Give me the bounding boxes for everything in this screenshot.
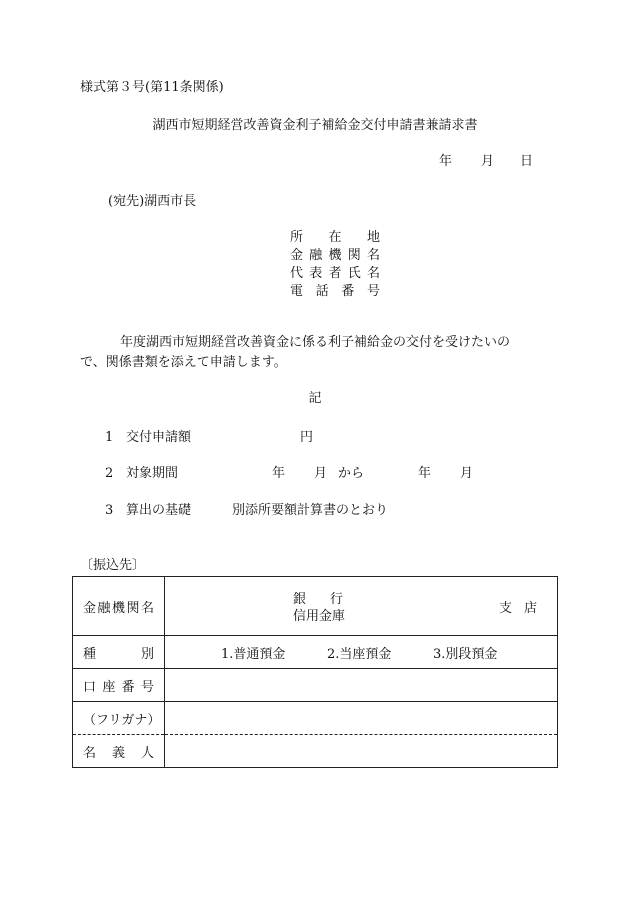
item-1-number: 1 — [105, 430, 114, 445]
date-day-label: 日 — [520, 154, 534, 169]
applicant-phone-label — [290, 283, 380, 301]
char: 店 — [523, 601, 537, 616]
char: 人 — [140, 745, 154, 761]
char: 支 — [499, 601, 513, 616]
shinkin-suffix: 信用金庫 — [293, 609, 346, 624]
account-number-field[interactable] — [165, 669, 558, 702]
date-year-label: 年 — [439, 154, 453, 169]
bank-name-label — [73, 577, 165, 636]
item-1-label: 交付申請額 — [126, 430, 192, 445]
char: 関 — [347, 248, 361, 263]
application-statement — [80, 333, 550, 373]
form-number: 様式第３号(第11条関係) — [80, 80, 224, 95]
furigana-row — [73, 702, 558, 735]
branch-suffix — [499, 597, 537, 616]
char: 金 — [83, 600, 97, 616]
char: 名 — [140, 600, 154, 616]
item-2-year-2: 年 — [418, 466, 432, 481]
holder-label — [73, 735, 165, 768]
item-2-from: から — [338, 466, 365, 481]
char: 電 — [290, 284, 304, 299]
statement-line-1: 年度湖西市短期経営改善資金に係る利子補給金の交付を受けたいの — [120, 335, 511, 350]
furigana-field[interactable] — [165, 702, 558, 735]
option-special[interactable]: 3.別段預金 — [433, 647, 498, 662]
char: 機 — [328, 248, 342, 263]
account-type-label — [73, 636, 165, 669]
char: 話 — [315, 284, 329, 299]
account-type-options — [165, 636, 558, 669]
char: 口 — [83, 679, 97, 695]
holder-field[interactable] — [165, 735, 558, 768]
char: 代 — [290, 266, 304, 281]
char: 名 — [83, 745, 97, 761]
char: 座 — [102, 679, 116, 695]
char: 在 — [328, 230, 342, 245]
transfer-destination-label: 〔振込先〕 — [80, 558, 146, 573]
char: 別 — [140, 646, 154, 662]
char: 銀 — [293, 592, 307, 607]
applicant-bank-label — [290, 247, 380, 265]
applicant-address-label — [290, 229, 380, 247]
char: 者 — [328, 266, 342, 281]
item-2-year-1: 年 — [272, 466, 286, 481]
char: 氏 — [347, 266, 361, 281]
item-2-number: 2 — [105, 466, 114, 481]
char: 表 — [309, 266, 323, 281]
char: 融 — [97, 600, 111, 616]
item-1-unit: 円 — [300, 430, 314, 445]
applicant-block — [290, 229, 380, 301]
statement-line-2: で、関係書類を添えて申請します。 — [80, 355, 287, 370]
char: 金 — [290, 248, 304, 263]
char: 名 — [366, 266, 380, 281]
char: 義 — [111, 745, 125, 761]
char: 所 — [290, 230, 304, 245]
holder-row — [73, 735, 558, 768]
item-3-number: 3 — [105, 503, 114, 518]
option-ordinary[interactable]: 1.普通預金 — [221, 647, 286, 662]
item-3-value: 別添所要額計算書のとおり — [232, 503, 389, 518]
date-month-label: 月 — [481, 154, 495, 169]
char: 番 — [121, 679, 135, 695]
char: 種 — [83, 646, 97, 662]
applicant-representative-label — [290, 265, 380, 283]
char: 機 — [111, 600, 125, 616]
option-current[interactable]: 2.当座預金 — [327, 647, 392, 662]
account-number-label — [73, 669, 165, 702]
bank-name-field[interactable] — [165, 577, 558, 636]
ki-heading: 記 — [308, 391, 322, 406]
document-title: 湖西市短期経営改善資金利子補給金交付申請書兼請求書 — [152, 118, 478, 133]
transfer-destination-table — [72, 576, 558, 768]
char: 号 — [140, 679, 154, 695]
item-2-month-1: 月 — [314, 466, 328, 481]
item-2-label: 対象期間 — [126, 466, 179, 481]
furigana-label: （フリガナ） — [73, 702, 165, 735]
char: 地 — [366, 230, 380, 245]
item-3-label: 算出の基礎 — [126, 503, 192, 518]
addressee: (宛先)湖西市長 — [108, 194, 197, 209]
char: 関 — [126, 600, 140, 616]
account-number-row — [73, 669, 558, 702]
account-type-row — [73, 636, 558, 669]
item-2-month-2: 月 — [460, 466, 474, 481]
char: 行 — [329, 592, 343, 607]
char: 名 — [366, 248, 380, 263]
char: 融 — [309, 248, 323, 263]
bank-name-row — [73, 577, 558, 636]
char: 号 — [366, 284, 380, 299]
char: 番 — [341, 284, 355, 299]
